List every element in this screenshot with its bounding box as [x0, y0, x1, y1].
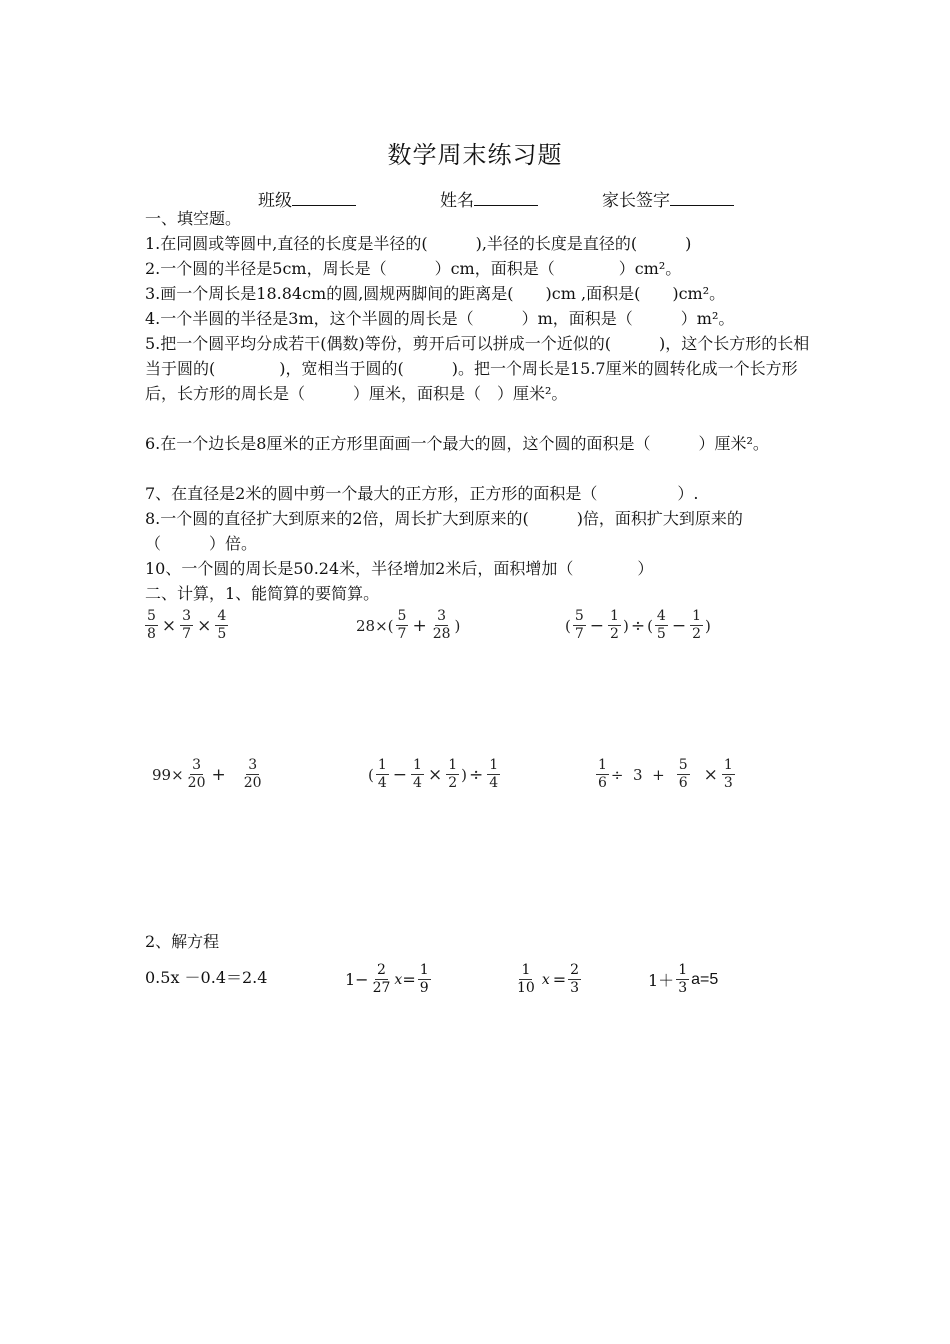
- fraction: $\frac{1}{2}$: [448, 757, 458, 791]
- operator: −: [589, 615, 605, 636]
- fraction: $\frac{1}{4}$: [413, 757, 422, 791]
- question-10: 10、一个圆的周长是50.24米，半径增加2米后，面积增加（ ）: [145, 559, 654, 578]
- class-label: 班级: [258, 191, 292, 211]
- fraction: $\frac{5}{7}$: [397, 608, 407, 642]
- fraction: $\frac{3}{20}$: [243, 757, 262, 791]
- page-title: 数学周末练习题: [387, 141, 563, 169]
- operator: ×: [703, 764, 718, 785]
- fraction: $\frac{2}{3}$: [570, 962, 580, 996]
- section2-heading: 二、计算，1、能简算的要简算。: [145, 584, 380, 603]
- paren: ): [454, 616, 461, 635]
- fraction: $\frac{1}{6}$: [598, 757, 607, 791]
- calc-expression-3: ( $\frac{5}{7}$ − $\frac{1}{2}$ ) ÷ ( $\frac{4}{5}$ − $\frac{1}{2}$ ): [565, 608, 711, 642]
- operator: ÷: [630, 615, 646, 636]
- equals: =: [402, 970, 416, 989]
- question-6: 6.在一个边长是8厘米的正方形里面画一个最大的圆，这个圆的面积是（ ）厘米²。: [145, 434, 769, 453]
- expr-lead: 1＋: [648, 971, 675, 990]
- operator: +: [412, 615, 427, 636]
- calc-expression-1: [143, 608, 230, 643]
- fraction: $\frac{1}{2}$: [610, 608, 619, 642]
- fraction: $\frac{1}{2}$: [692, 608, 702, 642]
- equation-4: [648, 962, 718, 997]
- fraction: $\frac{2}{27}$: [372, 962, 391, 996]
- fraction: $\frac{3}{7}$: [182, 608, 192, 642]
- calc-expression-5: ( $\frac{1}{4}$ − $\frac{1}{4}$ × $\frac{1}{2}$ ) ÷ $\frac{1}{4}$: [368, 757, 499, 791]
- operator: −: [392, 764, 408, 785]
- variable: x: [541, 971, 550, 988]
- fraction: $\frac{5}{6}$: [678, 757, 688, 791]
- operator: ×: [197, 615, 212, 636]
- expr-lead: 99×: [152, 765, 184, 784]
- equation-3: [513, 962, 583, 997]
- equations-heading: 2、解方程: [145, 932, 220, 951]
- name-blank: [474, 189, 538, 206]
- calc-expression-6: [594, 757, 737, 792]
- operator: −: [671, 615, 687, 636]
- fraction: $\frac{1}{3}$: [678, 962, 688, 996]
- expr-lead: 28×(: [356, 616, 394, 635]
- fraction: $\frac{3}{20}$: [187, 757, 206, 791]
- section1-heading: 一、填空题。: [145, 209, 242, 228]
- question-2: 2.一个圆的半径是5cm，周长是（ ）cm，面积是（ ）cm²。: [145, 259, 682, 278]
- equation-1: 0.5x －0.4＝2.4: [145, 968, 268, 987]
- fraction: $\frac{3}{28}$: [432, 608, 451, 642]
- question-5: 5.把一个圆平均分成若干(偶数)等份，剪开后可以拼成一个近似的( )，这个长方形的长相当于圆的( )，宽相当于圆的( )。把一个周长是15.7厘米的圆转化成一个长方形后，长方形的周长是（ ）厘米，面积是（ ）厘米²。: [145, 334, 810, 403]
- name-label: 姓名: [440, 191, 474, 211]
- operator: ×: [161, 615, 177, 636]
- fraction: $\frac{4}{5}$: [217, 608, 227, 642]
- operator: ÷: [468, 764, 484, 785]
- equation-2: [345, 962, 433, 997]
- fraction: $\frac{1}{9}$: [419, 962, 429, 996]
- class-blank: [292, 189, 356, 206]
- variable: x: [394, 971, 403, 988]
- fraction: $\frac{1}{4}$: [377, 757, 387, 791]
- equals: =: [552, 970, 567, 989]
- fraction: $\frac{5}{7}$: [574, 608, 584, 642]
- fraction: $\frac{1}{3}$: [723, 757, 733, 791]
- fraction: $\frac{5}{8}$: [147, 608, 156, 642]
- parent-signature-label: 家长签字: [602, 191, 670, 211]
- calc-expression-4: [152, 757, 266, 792]
- expr-middle: ÷ 3 +: [610, 765, 665, 784]
- question-3: 3.画一个周长是18.84cm的圆,圆规两脚间的距离是( )cm ,面积是( )cm²。: [145, 284, 726, 303]
- fraction: $\frac{1}{4}$: [489, 757, 499, 791]
- expr-tail: a=5: [691, 970, 719, 988]
- question-4: 4.一个半圆的半径是3m，这个半圆的周长是（ ）m，面积是（ ）m²。: [145, 309, 735, 328]
- fraction: $\frac{4}{5}$: [656, 608, 666, 642]
- expr-lead: 1−: [345, 970, 369, 989]
- parent-signature-blank: [670, 189, 734, 206]
- operator: ×: [427, 764, 443, 785]
- fraction: $\frac{1}{10}$: [517, 962, 535, 996]
- question-7: 7、在直径是2米的圆中剪一个最大的正方形，正方形的面积是（ ）.: [145, 484, 699, 503]
- question-8: 8.一个圆的直径扩大到原来的2倍，周长扩大到原来的( )倍，面积扩大到原来的（ ）倍。: [145, 509, 743, 553]
- question-1: 1.在同圆或等圆中,直径的长度是半径的( ),半径的长度是直径的( ): [145, 234, 692, 253]
- calc-expression-2: [356, 608, 460, 643]
- operator: +: [211, 764, 226, 785]
